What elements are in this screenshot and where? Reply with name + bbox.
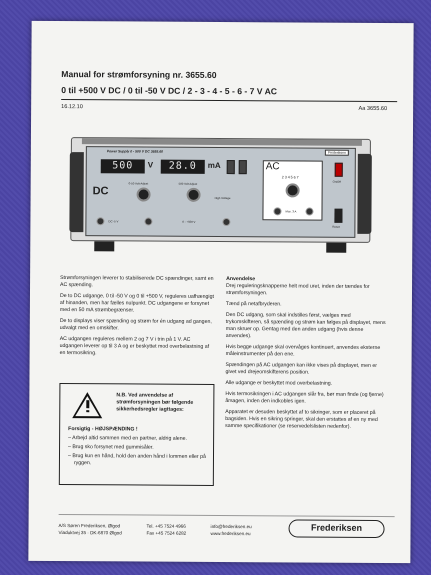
displays-paragraph: De to displays viser spænding og strøm for én udgang ad gangen, udvalgt med en omskifter. <box>59 318 212 332</box>
usage-paragraph: Spændingen på AC udgangen kan ikke vises på displayet, men er givet ved drejeomskifterens position. <box>225 362 377 376</box>
knob2-label: 500 Volt Adjust <box>178 181 198 186</box>
usage-paragraph: Hvis termosikringen i AC udgangen slår fra, bør man finde (og fjerne) årsagen, inden den indkobles igen. <box>225 390 384 405</box>
ac-jack-1 <box>273 207 281 215</box>
current-unit: mA <box>207 160 221 170</box>
reset-label: Reset <box>332 224 340 229</box>
usage-paragraph: Tænd på netafbryderen. <box>225 301 282 308</box>
dc-jack-common <box>144 218 152 226</box>
document-number: Aa 3655.60 <box>358 105 388 113</box>
device-body <box>70 137 371 243</box>
panel-brand: Frederiksen <box>325 150 349 156</box>
display-selector-switch <box>227 160 235 174</box>
warning-item: – Arbejd altid sammen med en partner, aldrig alene. <box>68 435 187 442</box>
company-name: A/S Søren Frederiksen, Ølgod <box>58 523 121 529</box>
dc-jack-3 <box>222 218 230 226</box>
warning-body <box>68 426 208 468</box>
current-display: 28.0 <box>161 160 205 174</box>
footer-company <box>59 522 122 536</box>
power-switch <box>335 163 343 177</box>
device-top <box>82 138 362 146</box>
knob1-label: 0-50 Volt Adjust <box>128 181 149 186</box>
voltage-display: 500 <box>101 159 145 173</box>
manual-page <box>28 21 413 563</box>
intro-paragraph: Strømforsyningen leverer to stabiliserede DC spændinger, samt en AC spænding. <box>60 275 214 289</box>
dc-low-adjust-knob <box>137 187 151 201</box>
usage-heading: Anvendelse <box>226 276 256 283</box>
footer-phone <box>147 523 187 537</box>
high-voltage-label: High Voltage <box>214 195 231 201</box>
fax: Fax +45 7524 6282 <box>146 530 187 536</box>
device-handle-right <box>357 154 371 234</box>
document-date: 16.12.10 <box>61 104 83 111</box>
dc-outputs-paragraph: De to DC udgange, 0 til -50 V og 0 til +500 V, reguleres uafhængigt af hinanden, men har fælles nulpunkt. DC udgangene er forsynet med en 50 mA strømbegrænser. <box>59 292 214 314</box>
manual-title: Manual for strømforsyning nr. 3655.60 <box>61 69 217 80</box>
ac-label: AC <box>265 161 280 173</box>
safety-warning-box <box>59 383 215 486</box>
warning-list <box>68 435 208 468</box>
warning-item: – Brug kun en hånd, hold den anden hånd i lommen eller på ryggen. <box>67 453 206 467</box>
warning-heading: Forsigtig - HØJSPÆNDING ! <box>68 426 138 433</box>
right-column <box>225 276 386 435</box>
device-foot-left <box>94 241 114 251</box>
ac-voltage-scale: 2 3 4 5 6 7 <box>281 175 299 180</box>
telephone: Tel. +45 7524 4966 <box>146 523 186 529</box>
warning-triangle-icon <box>72 392 102 418</box>
frederiksen-logo: Frederiksen <box>289 519 385 538</box>
ac-output-paragraph: AC udgangen reguleres mellem 2 og 7 V i trin på 1 V. AC udgangen leverer op til 3 A og er beskyttet mod overbelastning af en termosikring. <box>59 335 210 357</box>
ac-section <box>262 160 322 220</box>
ac-jack-2 <box>305 208 313 216</box>
company-address: Viaduktvej 35 · DK-6870 Ølgod <box>58 530 122 536</box>
device-handle-left <box>69 152 83 232</box>
manual-subtitle: 0 til +500 V DC / 0 til -50 V DC / 2 - 3 - 4 - 5 - 6 - 7 V AC <box>61 85 278 97</box>
title-divider <box>61 99 397 102</box>
jack-label-1: DC -5 V <box>108 219 119 224</box>
usage-paragraph: Apparatet er desuden beskyttet af to sikringer, som er placeret på bagsiden. Hvis en sikring springer, skal den erstattes af en ny med samme specifikationer (se reservedelslisten nedenfor). <box>225 408 378 430</box>
dc-label: DC <box>92 185 109 198</box>
voltage-unit: V <box>147 160 154 170</box>
usage-paragraph: Alle udgange er beskyttet mod overbelastning. <box>225 379 333 387</box>
power-supply-illustration <box>70 137 371 253</box>
dc-high-adjust-knob <box>187 188 201 202</box>
usage-paragraph: Hvis begge udgange skal overvåges kontinuert, anvendes eksterne måleinstrumenter på den ene. <box>225 344 381 358</box>
device-front-panel <box>85 146 356 238</box>
jack-label-2: 0 - +500 V <box>182 219 196 224</box>
left-column <box>60 275 216 362</box>
panel-label: Power Supply 0 - 500 V DC 3655.60 <box>106 149 164 154</box>
display-selector-switch-2 <box>239 160 247 174</box>
device-foot-right <box>326 243 346 253</box>
email-address: info@frederiksen.eu <box>210 523 252 530</box>
dc-jack-1 <box>96 217 104 225</box>
usage-paragraph: Drej reguleringsknapperne helt mod uret, inden der tændes for strømforsyningen. <box>225 283 370 297</box>
power-label: On/Off <box>332 179 341 184</box>
footer-contact <box>211 523 252 537</box>
usage-paragraph: Den DC udgang, som skal indstilles først, vælges med trykomskifteren, så spænding og strøm kan følges på displayet, mens man skruer op. Gentag med den anden udgang (hvis denne anvendes). <box>225 311 386 340</box>
reset-button <box>334 209 342 223</box>
ac-selector-knob <box>286 183 300 197</box>
warning-item: – Brug sko forsynet med gummisåler. <box>68 444 154 451</box>
website: www.frederiksen.eu <box>210 530 251 537</box>
footer-divider <box>59 514 395 517</box>
safety-note: N.B. Ved anvendelse af strømforsyningen bør følgende sikkerhedsregler iagttages: <box>116 392 194 413</box>
ac-jack-label: Max. 3 A <box>285 209 297 214</box>
